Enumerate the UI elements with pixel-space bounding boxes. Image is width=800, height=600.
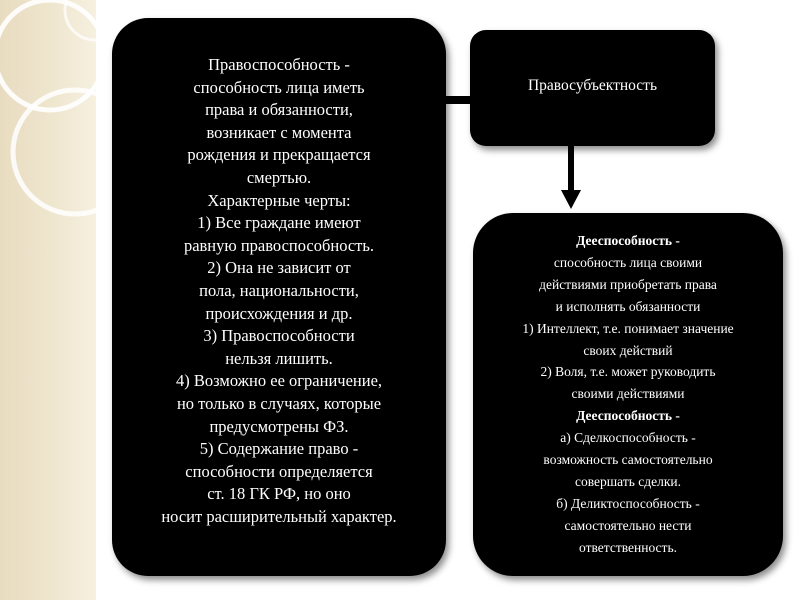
legal-capacity-box: [112, 18, 446, 576]
text-line: предусмотрены ФЗ.: [209, 416, 349, 436]
text-line: ст. 18 ГК РФ, но оно: [207, 484, 351, 504]
text-line: происхождения и др.: [205, 303, 353, 323]
text-line: 2) Воля, т.е. может руководить: [540, 364, 716, 380]
text-line: нельзя лишить.: [225, 348, 333, 368]
connector-arrow: [560, 146, 582, 210]
text-line: 2) Она не зависит от: [207, 258, 351, 278]
text-line: а) Сделкоспособность -: [560, 430, 696, 446]
text-line: рождения и прекращается: [187, 145, 371, 165]
connector-line: [446, 96, 472, 104]
text-line: возможность самостоятельно: [543, 452, 713, 468]
text-line: 1) Все граждане имеют: [197, 213, 361, 233]
decorative-circles: [0, 0, 120, 260]
legal-personality-box: [470, 30, 715, 146]
legal-personality-label: Правосубъектность: [527, 77, 658, 94]
text-line: возникает с момента: [206, 122, 352, 142]
text-line: 3) Правоспособности: [203, 326, 355, 346]
text-line: и исполнять обязанности: [555, 298, 701, 314]
text-line: равную правоспособность.: [183, 235, 375, 255]
text-line: смертью.: [246, 167, 312, 187]
text-line: права и обязанности,: [205, 100, 353, 120]
text-line: 4) Возможно ее ограничение,: [175, 371, 383, 391]
active-capacity-text: [473, 230, 783, 559]
text-line: Характерные черты:: [207, 190, 351, 210]
text-line: самостоятельно нести: [564, 517, 692, 533]
legal-capacity-text: [112, 54, 446, 528]
text-line: совершать сделки.: [575, 473, 681, 489]
text-line: Дееспособность -: [576, 233, 680, 248]
text-line: Дееспособность -: [576, 408, 680, 424]
text-line: способности определяется: [185, 461, 373, 481]
text-line: способность лица своими: [553, 254, 703, 270]
text-line: пола, национальности,: [199, 280, 359, 300]
text-line: своими действиями: [571, 386, 685, 402]
text-line: носит расширительный характер.: [161, 506, 397, 526]
text-line: действиями приобретать права: [539, 276, 717, 292]
text-line: ответственность.: [579, 539, 677, 555]
text-line: 5) Содержание право -: [199, 439, 359, 459]
text-line: своих действий: [583, 342, 673, 358]
active-capacity-box: [473, 213, 783, 576]
text-line: б) Деликтоспособность -: [556, 495, 700, 511]
text-line: но только в случаях, которые: [176, 393, 382, 413]
text-line: 1) Интеллект, т.е. понимает значение: [522, 320, 734, 336]
text-line: способность лица иметь: [193, 77, 365, 97]
text-line: Правоспособность -: [208, 55, 350, 74]
